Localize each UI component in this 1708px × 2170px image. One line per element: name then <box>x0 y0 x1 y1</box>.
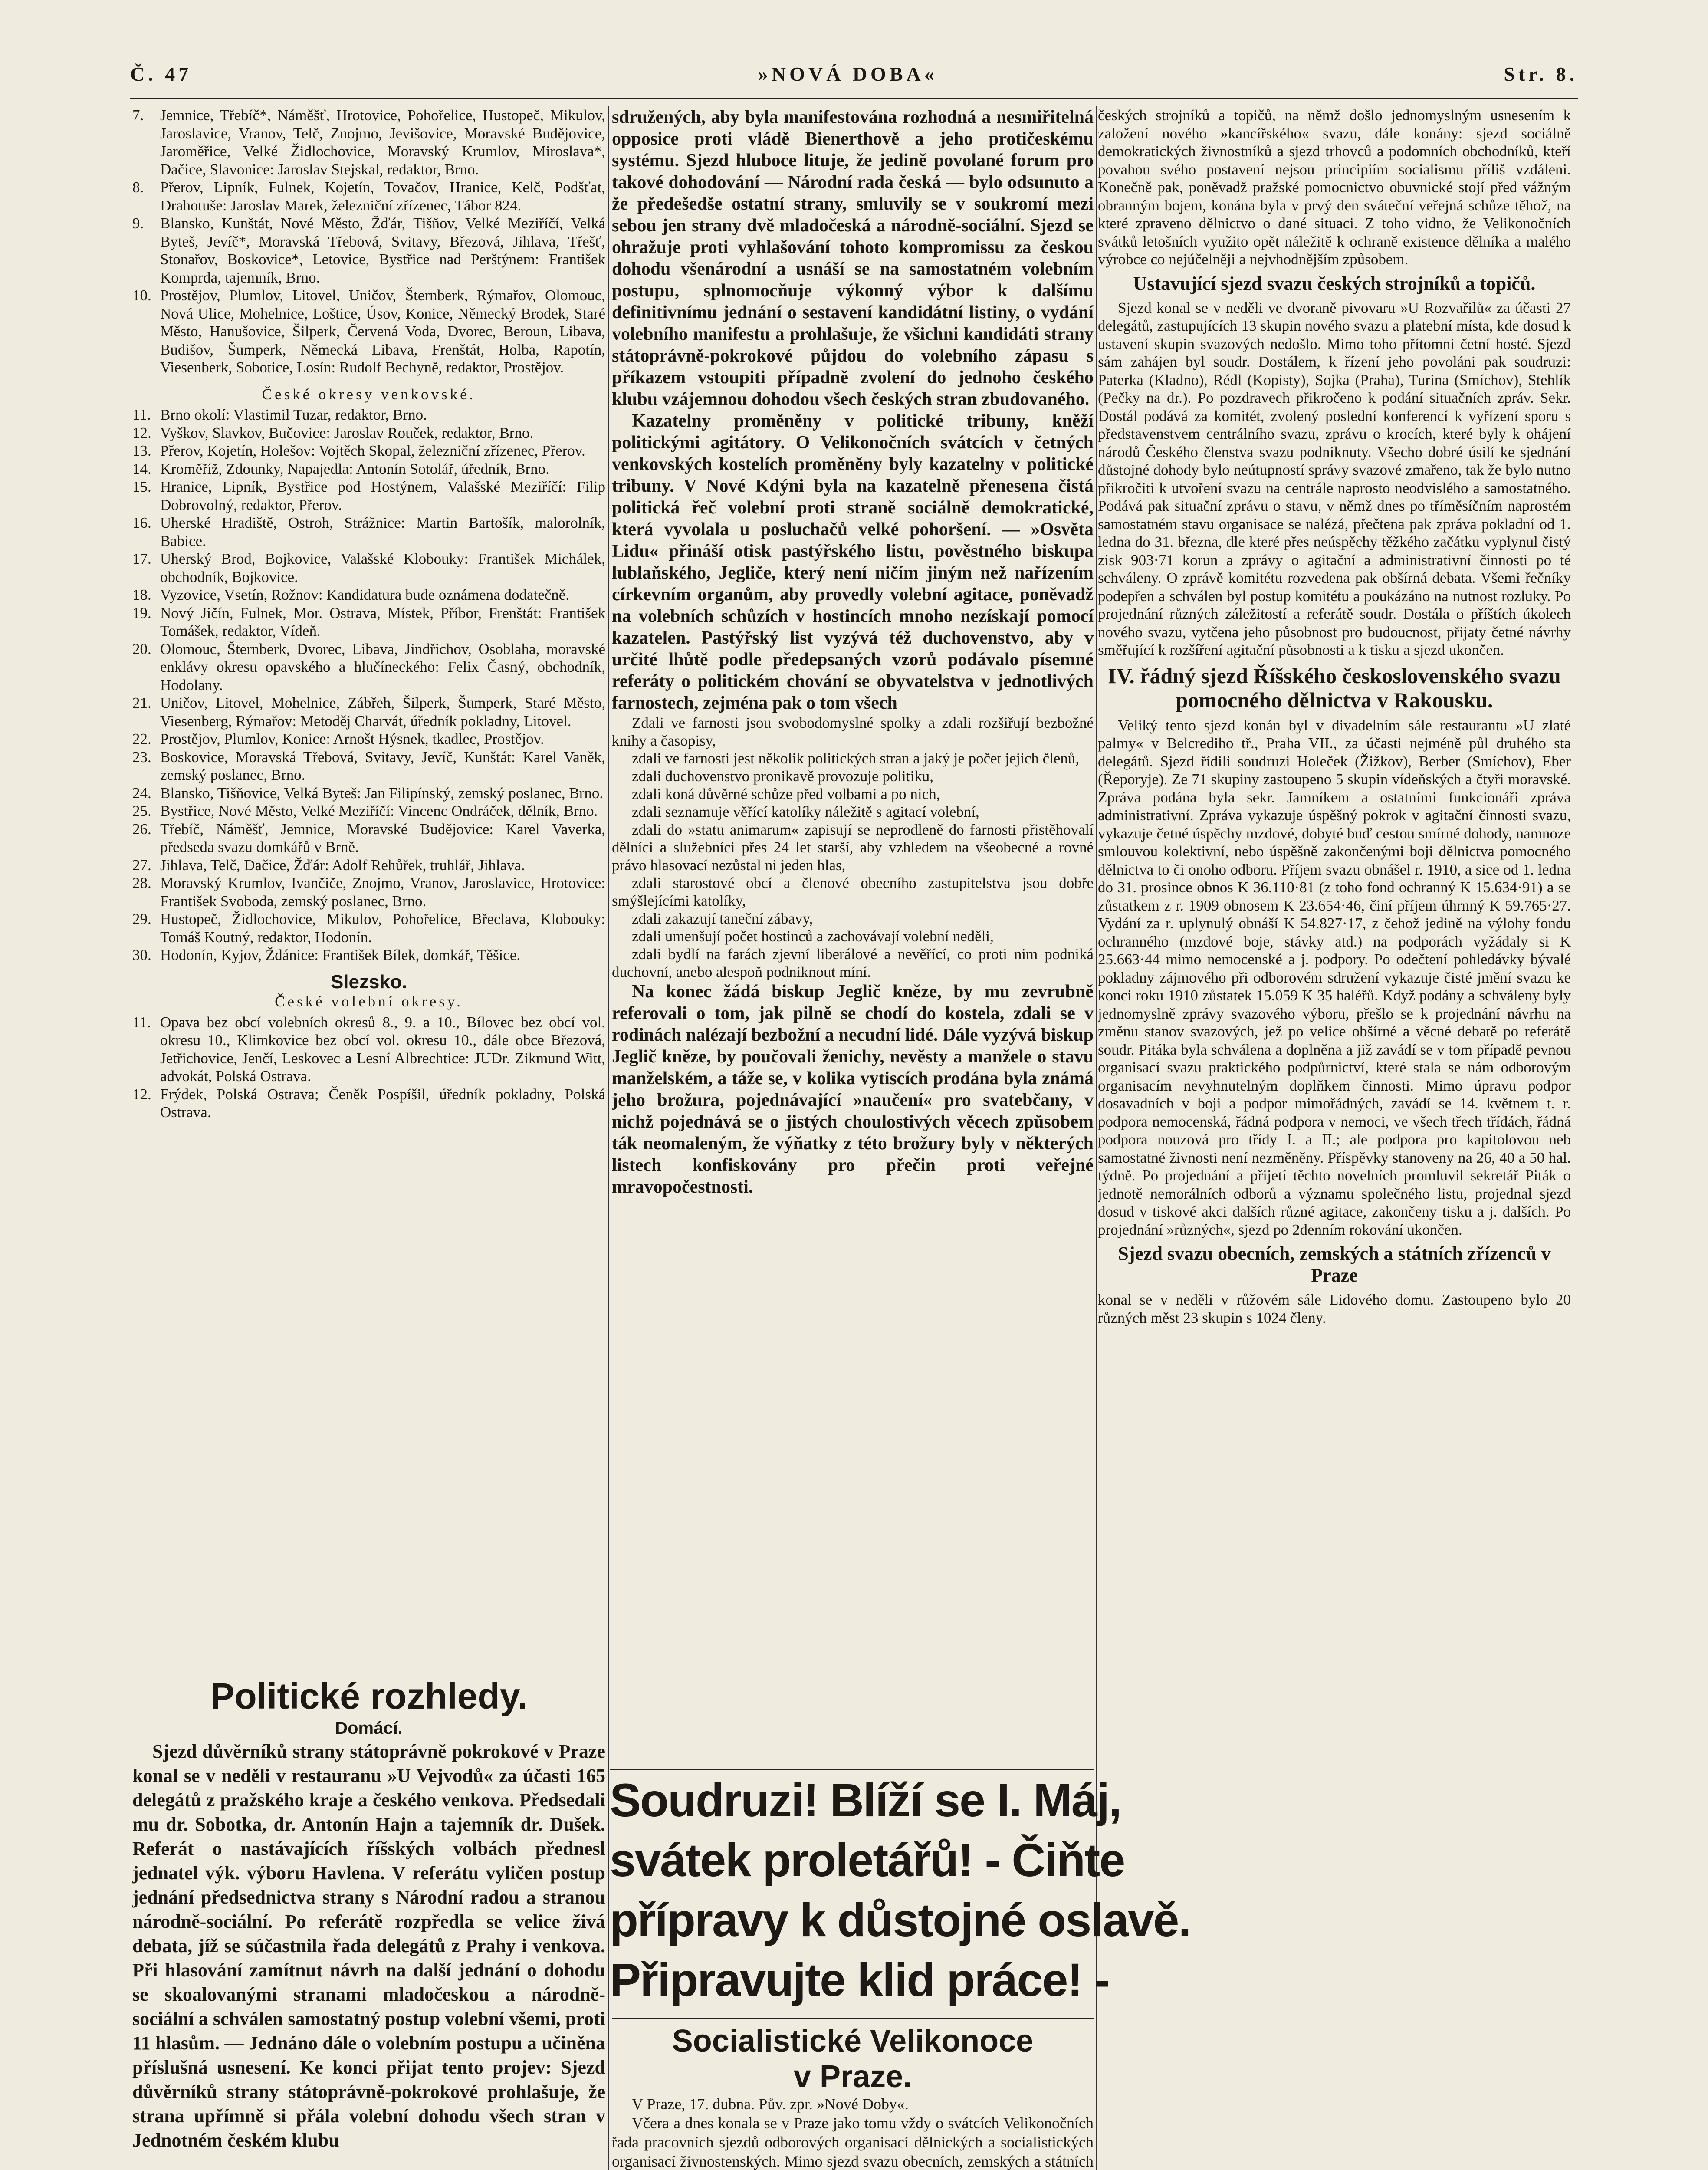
auxiliary-workers-body: Veliký tento sjezd konán byl v divadelním sále restaurantu »U zlaté palmy« v Belcrediho tř., Praha VII., za účasti nejméně půl druhého sta delegátů. Sjezd řídili soudruzi Holeček (Žižkov), Berber (Smíchov), Eber (Řeporyje). Ze 71 skupiny zastoupeno 5 skupin vídeňských a čtyři moravské. Zpráva podána byla sekr. Jamníkem a ostatními funkcionáři zpráva administrativní. Zpráva vykazuje úspěšný pokrok v agitační činnosti svazu, vykazuje četné úspěchy mzdové, dobyté buď cestou smírné dohody, namnoze smlouvou kolektivní, nebo úspěšně zakončenými boji dělnictva pomocného dělnictva to či onoho odboru. Příjem svazu obnášel r. 1910, a sice od 1. ledna do 31. prosince obnos K 36.110·81 (z toho fond ochranný K 15.634·91) a se zůstatkem z r. 1909 obnosem K 23.654·46, činí příjem úhrnný K 59.765·27. Vydání za r. uplynulý obnáší K 54.827·17, z čehož jedině na výlohy fondu ochranného (mzdové boje, stávky atd.) na podporách vyžádaly si K 25.663·44 mimo nemocenské a j. podpory. Po odečtení pohledávky bývalé pokladny zájmového při odborovém sdružení vykazuje čisté jmění svazu ke konci roku 1910 zůstatek 15.059 K 35 haléřů. Když podány a schváleny byly jednomyslně zprávy svazového výboru, přešlo se k projednání návrhu na změnu stanov svazových, jež po velice obšírné a věcné debatě po referátě soudr. Pitáka byla schválena a doplněna a již zavádí se v tom případě pevnou organisací svazu praktického podpůrnictví, které stala se nám odborovým organisacím nevyhnutelným doplňkem činnosti. Mimo úpravu podpor dosavadních v boji a podpor mimořádných, zavádí se 14. květnem t. r. podpora nemocenská, řádná podpora v nemoci, ve všech třech třídách, řádná podpora nouzová pro třídy I. a II.; ale podpora pro kapitolovou neb samostatné živnosti není nezměněny. Příspěvky stanoveny na 26, 40 a 50 hal. týdně. Po projednání a přijetí těchto novelních promluvil sekretář Piták o jednotě nemorálních odborů a významu společného listu, projednal sjezd dosud v tiskové akci dalších různé agitace, zakončeny tisku a j. dalších. Po projednání »různých«, sjezd po 2denním rokování ukončen. <box>1098 717 1571 1238</box>
rural-district-text: Nový Jičín, Fulnek, Mor. Ostrava, Místek, Příbor, Frenštát: František Tomášek, redaktor, Vídeň. <box>160 604 605 639</box>
rural-district-item <box>132 586 605 604</box>
column-3 <box>1098 106 1571 2170</box>
rural-district-number: 20. <box>132 640 151 658</box>
rural-district-text: Hustopeč, Židlochovice, Mikulov, Pohořelice, Břeclava, Klobouky: Tomáš Koutný, redaktor, Hodonín. <box>160 911 605 946</box>
district-number: 9. <box>132 215 144 232</box>
rural-district-text: Vyškov, Slavkov, Bučovice: Jaroslav Rouček, redaktor, Brno. <box>160 424 534 441</box>
municipal-employees-heading: Sjezd svazu obecních, zemských a státních zřízenců v Praze <box>1118 1243 1551 1286</box>
easter-continuation: českých strojníků a topičů, na němž došlo jednomyslným usnesením k založení nového »kancířského« svazu, dále konány: sjezd sociálně demokratických živnostníků a sjezd trhovců a podomních obchodníků, kteří povahou svého postavení nejsou principiím socialismu příliš vzdáleni. Konečně pak, poněvadž pražské pomocnictvo obuvnické stojí před vážným obranným bojem, konána byla v prvý den sváteční veřejná schůze těhož, na které zpraveno dělnictvo o dané situaci. Z toho vidno, že Velikonočních svátků letošních využito opět náležitě k ochraně existence dělníka a malého výrobce co nejúčelněji a nejvhodnějším způsobem. <box>1098 107 1571 268</box>
municipal-employees-body: konal se v neděli v růžovém sále Lidového domu. Zastoupeno bylo 20 různých měst 23 skupin s 1024 členy. <box>1098 1291 1571 1326</box>
pastoral-questions-list <box>612 714 1094 981</box>
district-number: 10. <box>132 287 151 304</box>
rural-district-text: Třebíč, Náměšť, Jemnice, Moravské Budějovice: Karel Vaverka, předseda svazu domkářů v Brně. <box>160 820 605 855</box>
masthead-rule <box>130 98 1578 99</box>
rural-district-number: 15. <box>132 478 151 495</box>
silesia-district-number: 12. <box>132 1085 151 1103</box>
silesia-subheading: České volební okresy. <box>275 993 463 1010</box>
rural-district-number: 19. <box>132 604 151 621</box>
rural-district-item <box>132 910 605 946</box>
pastoral-question: zdali ve farnosti jest několik politických stran a jaký je počet jejich členů, <box>632 750 1080 767</box>
rural-district-item <box>132 874 605 910</box>
rural-district-number: 11. <box>132 406 151 423</box>
rural-district-text: Olomouc, Šternberk, Dvorec, Libava, Jindřichov, Osoblaha, moravské enklávy okresu opavského a hlučíneckého: Felix Časný, obchodník, Hodolany. <box>160 640 605 694</box>
newspaper-title: »NOVÁ DOBA« <box>758 62 938 85</box>
district-list <box>132 106 605 377</box>
pastoral-question: zdali zakazují taneční zábavy, <box>632 910 813 927</box>
rural-district-item <box>132 730 605 748</box>
rural-district-number: 21. <box>132 694 151 711</box>
rural-district-item <box>132 748 605 784</box>
rural-district-text: Uherské Hradiště, Ostroh, Strážnice: Martin Bartošík, malorolník, Babice. <box>160 514 605 549</box>
pastoral-question: zdali starostové obcí a členové obecního zastupitelstva jsou dobře smýšlejícími katolíky, <box>612 875 1094 909</box>
district-item <box>132 214 605 286</box>
rural-district-text: Prostějov, Plumlov, Konice: Arnošt Hýsnek, tkadlec, Prostějov. <box>160 730 544 747</box>
rural-district-list <box>132 406 605 964</box>
rural-district-number: 23. <box>132 748 151 766</box>
rural-district-item <box>132 406 605 424</box>
rural-district-item <box>132 424 605 442</box>
column-1 <box>132 106 605 1669</box>
rural-district-text: Hranice, Lipník, Bystřice pod Hostýnem, Valašské Meziříčí: Filip Dobrovolný, redaktor, Přerov. <box>160 478 605 513</box>
column-2 <box>612 106 1094 1769</box>
pastoral-question: zdali do »statu animarum« zapisují se neprodleně do farnosti přistěhovalí dělníci a služebníci přes 24 let starší, aby vzhledem na všeobecné a rovné právo hlasovací nezůstal ni jeden hlas, <box>612 821 1094 874</box>
rural-district-text: Uherský Brod, Bojkovice, Valašské Klobouky: František Michálek, obchodník, Bojkovice. <box>160 550 605 585</box>
rural-district-item <box>132 478 605 514</box>
district-item <box>132 106 605 178</box>
rural-district-text: Blansko, Tišňovice, Velká Byteš: Jan Filipínský, zemský poslanec, Brno. <box>160 784 604 802</box>
rural-district-item <box>132 802 605 820</box>
may-day-line: svátek proletářů! - Čiňte <box>610 1834 1125 1886</box>
rural-district-number: 17. <box>132 550 151 567</box>
rural-districts-heading: České okresy venkovské. <box>262 385 476 403</box>
rural-district-text: Hodonín, Kyjov, Ždánice: František Bílek, domkář, Těšice. <box>160 947 521 963</box>
easter-dateline: V Praze, 17. dubna. Pův. zpr. »Nové Doby«. <box>632 2095 909 2113</box>
rural-district-number: 22. <box>132 730 151 747</box>
rural-district-item <box>132 550 605 586</box>
rural-district-item <box>132 514 605 550</box>
pastoral-question: zdali seznamuje věřící katolíky náležitě s agitací volební, <box>632 803 979 820</box>
rural-district-item <box>132 694 605 730</box>
rural-district-number: 18. <box>132 586 151 603</box>
rural-district-item <box>132 460 605 478</box>
silesia-district-item <box>132 1085 605 1121</box>
politics-heading: Politické rozhledy. <box>210 1676 528 1716</box>
pastoral-question: zdali duchovenstvo pronikavě provozuje politiku, <box>632 768 933 785</box>
district-number: 8. <box>132 179 144 196</box>
silesia-district-text: Opava bez obcí volebních okresů 8., 9. a 10., Bílovec bez obcí vol. okresu 10., Klimkovice bez obcí vol. okresu 10., dále obce Březová, Jetřichovice, Jenčí, Leskovec a Lesní Albrechtice: JUDr. Zikmund Witt, advokát, Polská Ostrava. <box>160 1013 605 1085</box>
rural-district-number: 13. <box>132 442 151 459</box>
easter-rule <box>612 2018 1094 2019</box>
easter-heading-2: v Praze. <box>793 2059 912 2094</box>
silesia-heading: Slezsko. <box>330 971 407 993</box>
may-day-line: Soudruzi! Blíží se I. Máj, <box>610 1774 1121 1826</box>
district-text: Jemnice, Třebíč*, Náměšť, Hrotovice, Pohořelice, Hustopeč, Mikulov, Jaroslavice, Vranov, Telč, Znojmo, Jevišovice, Moravské Budějovice, Jaroměřice, Velké Židlochovice, Moravský Krumlov, Miroslava*, Dačice, Slavonice: Jaroslav Stejskal, redaktor, Brno. <box>160 107 605 178</box>
rural-district-text: Jihlava, Telč, Dačice, Žďár: Adolf Rehůřek, truhlář, Jihlava. <box>160 856 525 874</box>
rural-district-number: 12. <box>132 424 151 441</box>
rural-district-text: Boskovice, Moravská Třebová, Svitavy, Jevíč, Kunštát: Karel Vaněk, zemský poslanec, Brno. <box>160 748 605 783</box>
rural-district-item <box>132 640 605 694</box>
district-number: 7. <box>132 107 144 124</box>
manifesto-continuation: sdružených, aby byla manifestována rozhodná a nesmiřitelná opposice proti vládě Bienerthově a jeho protičeskému systému. Sjezd hluboce lituje, že jedině povolané forum pro takové dohodování — Národní rada česká — bylo odsunuto a že předešedše ostatní strany, smluvily se v soukromí mezi sebou jen strany dvě mladočeská a národně-sociální. Sjezd se ohražuje proti vyhlašování tohoto kompromissu za českou dohodu všenárodní a usnáší se na samostatném volebním postupu, splnomocňuje výkonný výbor k dalšímu definitivnímu jednání o sestavení kandidátní listiny, o vydání volebního manifestu a prohlašuje, že všichni kandidáti strany státoprávně-pokrokové půjdou do volebního zápasu s příkazem vstoupiti případně zvolení do jednoho českého klubu vzájemnou dohodou všech českých stran zbudovaného. <box>612 107 1094 409</box>
rural-district-number: 30. <box>132 947 151 963</box>
stokers-congress-body: Sjezd konal se v neděli ve dvoraně pivovaru »U Rozvařilů« za účasti 27 delegátů, zastupujících 13 skupin nového svazu a platební místa, kde dosud k ustavení skupin svazových nedošlo. Mimo toho přítomni četní hosté. Sjezd sám zahájen byl soudr. Dostálem, k řízení jeho povoláni pak soudruzi: Paterka (Kladno), Rédl (Kopisty), Sojka (Praha), Turina (Smíchov), Stehlík (Pečky na dr.). Po pozdravech přikročeno k podání situačních zpráv. Sekr. Dostál podává za komitét, zvolený poslední konferencí k vyřízení sporu s představenstvem centrálního svazu, zprávu o krocích, které byly k ohájení národů Českého členstva svazu podniknuty. Všecho dobré úsilí ke sjednání důstojné dohody bylo neútupností správy svazové zmařeno, tak že bylo nutno přikročiti k utvoření svazu na centrále naprosto neodvislého a samostatného. Podává pak situační zprávu o stavu, v němž dnes po tříměsíčním naprostém samostatném stavu organisace se nalézá, přečtena pak zpráva pokladní od 1. ledna do 31. března, dle které přes neúspěchy těžkého začátku vyplynul čistý zisk 903·71 korun a zprávy o agitační a administrativní činnosti po té schváleny. O zprávě komitétu rozvedena pak obšírná debata. Všemi řečníky podepřen a schválen byl postup komitétu a poukázáno na nutnost rozluky. Po projednání různých záležitostí a referátě soudr. Dostála o příštích úkolech nového svazu, vytčena jeho působnost pro budoucnost, přijaty četné návrhy směřující k rozšíření agitační působnosti a k tisku a sjezd ukončen. <box>1098 299 1571 658</box>
masthead <box>130 56 1578 91</box>
issue-number: Č. 47 <box>130 62 192 85</box>
rural-district-number: 24. <box>132 784 151 802</box>
jeglic-article: Na konec žádá biskup Jeglič kněze, by mu zevrubně referovali o tom, jak pilně se chodí do kostela, zdali se v rodinách nalézají bezbožní a necudní lidé. Dále vyzývá biskup Jeglič kněze, by poučovali ženichy, nevěsty a manžele o stavu manželském, a táže se, v kolika vytiscích prodána byla známá jeho brožura, pojednávající »naučení« pro svatebčany, v nichž pojednává se o jistých choulostivých věcech zpŭsobem ták neomaleným, že výňatky z této brožury byly v některých listech konfiskovány pro přečin proti veřejné mravopočestnosti. <box>612 982 1094 1197</box>
politics-section <box>132 1675 605 2170</box>
rural-district-number: 28. <box>132 875 151 891</box>
may-day-announcement <box>610 1769 1191 2006</box>
silesia-district-text: Frýdek, Polská Ostrava; Čeněk Pospíšil, úředník pokladny, Polská Ostrava. <box>160 1085 605 1121</box>
silesia-district-number: 11. <box>132 1013 151 1031</box>
rural-district-item <box>132 604 605 640</box>
rural-district-item <box>132 784 605 802</box>
rural-district-text: Uničov, Litovel, Mohelnice, Zábřeh, Šilperk, Šumperk, Staré Město, Viesenberg, Rýmařov: Metoděj Charvát, úředník pokladny, Litovel. <box>160 694 605 730</box>
rural-district-number: 14. <box>132 460 151 477</box>
rural-district-number: 26. <box>132 820 151 838</box>
district-text: Přerov, Lipník, Fulnek, Kojetín, Tovačov, Hranice, Kelč, Podšťat, Drahotuše: Jaroslav Marek, železniční zřízenec, Tábor 824. <box>160 179 605 214</box>
rural-district-number: 29. <box>132 911 151 927</box>
pastoral-question: zdali koná důvěrné schůze před volbami a po nich, <box>632 786 940 802</box>
rural-district-item <box>132 856 605 875</box>
page-number: Str. 8. <box>1504 62 1578 85</box>
politics-article: Sjezd důvěrníků strany státoprávně pokrokové v Praze konal se v neděli v restauranu »U Vejvodů« za účasti 165 delegátů z pražského kraje a českého venkova. Předsedali mu dr. Sobotka, dr. Antonín Hajn a tajemník dr. Dušek. Referát o nastávajících říšských volbách přednesl jednatel výk. výboru Havlena. V referátu vyličen postup jednání předsednictva strany s Národní radou a stranou národně-sociální. Po referátě rozpředla se velice živá debata, jíž se súčastnila řada delegátů z Prahy i venkova. Při hlasování zamítnut návrh na další jednání o dohodu se skoalovanými stranami mladočeskou a národně-sociální a schválen samostatný postup volební všemi, proti 11 hlasům. — Jednáno dále o volebním postupu a učiněna příslušná usnesení. Ke konci přijat tento projev: Sjezd důvěrníků strany státoprávně-pokrokové prohlašuje, že strana upřímně si přála volební dohodu všech stran v Jednotném českém klubu <box>132 1741 605 2151</box>
easter-heading-1: Socialistické Velikonoce <box>672 2024 1034 2058</box>
pastoral-question: Zdali ve farnosti jsou svobodomyslné spolky a zdali rozšiřují bezbožné knihy a časopisy, <box>612 714 1094 749</box>
rural-district-number: 16. <box>132 514 151 531</box>
silesia-district-list <box>132 1013 605 1121</box>
rural-district-number: 27. <box>132 856 151 874</box>
easter-article <box>612 2014 1094 2170</box>
pulpit-article: Kazatelny proměněny v politické tribuny, kněží politickými agitátory. O Velikonočních svátcích v četných venkovských kostelích proměněny byly kazatelny v politické tribuny. V Nové Kdýni byla na kazatelně přenesena čistá politická řeč volební proti straně sociálně demokratické, která vyvolala u posluchačů velké pohoršení. — »Osvěta Lidu« přináší otisk pastýřského listu, pověstného biskupa lublaňského, Jegliče, který není ničím jiným než nařízením církevním organům, aby provedly volební agitace, poněvadž na volebních schůzích v hostincích mnoho nezískají pomocí kazatelen. Pastýřský list vyzývá též duchovenstvo, aby v určité lhůtě podle předepsaných vzorů podávalo písemné referáty o politickém chování se obyvatelstva v jednotlivých farnostech, zejména pak o tom všech <box>612 411 1094 713</box>
rural-district-item <box>132 820 605 856</box>
rural-district-text: Moravský Krumlov, Ivančiče, Znojmo, Vranov, Jaroslavice, Hrotovice: František Svoboda, zemský poslanec, Brno. <box>160 875 605 910</box>
column-divider-1 <box>608 106 609 2170</box>
pastoral-question: zdali bydlí na farách zjevní liberálové a nevěřící, co proti nim podniká duchovní, anebo alespoň podniknout míní. <box>612 946 1094 980</box>
silesia-district-item <box>132 1013 605 1085</box>
rural-district-number: 25. <box>132 802 151 819</box>
district-text: Blansko, Kunštát, Nové Město, Žďár, Tišňov, Velké Meziříčí, Velká Byteš, Jevíč*, Moravská Třebová, Svitavy, Březová, Jihlava, Třešť, Stonařov, Boskovice*, Letovice, Bystřice nad Perštýnem: František Komprda, tajemník, Brno. <box>160 215 605 286</box>
district-item <box>132 286 605 377</box>
rural-district-text: Přerov, Kojetín, Holešov: Vojtěch Skopal, železniční zřízenec, Přerov. <box>160 442 585 459</box>
district-text: Prostějov, Plumlov, Litovel, Uničov, Šternberk, Rýmařov, Olomouc, Nová Ulice, Mohelnice, Loštice, Úsov, Konice, Německý Brodek, Staré Město, Hanušovice, Šilperk, Červená Voda, Dvorec, Beroun, Libava, Budišov, Šumperk, Německá Libava, Frenštát, Holba, Rapotín, Viesenberk, Sobotice, Losín: Rudolf Bechyně, redaktor, Prostějov. <box>160 287 605 376</box>
rural-district-text: Brno okolí: Vlastimil Tuzar, redaktor, Brno. <box>160 406 427 423</box>
auxiliary-workers-heading: IV. řádný sjezd Říšského československého svazu pomocného dělnictva v Rakousku. <box>1108 663 1561 712</box>
rural-district-text: Bystřice, Nové Město, Velké Meziříčí: Vincenc Ondráček, dělník, Brno. <box>160 802 598 819</box>
rural-district-item <box>132 946 605 964</box>
may-day-line: Připravujte klid práce! - <box>610 1953 1109 2006</box>
easter-body: Včera a dnes konala se v Praze jako tomu vždy o svátcích Velikonočních řada pracovních sjezdů odborových organisací dělnických a socialistických organisací živnostenských. Mimo sjezd svazu obecních, zemských a státních <box>612 2114 1094 2170</box>
pastoral-question: zdali umenšují počet hostinců a zachovávají volební neděli, <box>632 928 994 945</box>
politics-subheading: Domácí. <box>335 1719 403 1738</box>
rural-district-item <box>132 442 605 460</box>
may-day-line: přípravy k důstojné oslavě. <box>610 1894 1191 1946</box>
rural-district-text: Kroměříž, Zdounky, Napajedla: Antonín Sotolář, úředník, Brno. <box>160 460 549 477</box>
stokers-congress-heading: Ustavující sjezd svazu českých strojníků a topičů. <box>1133 273 1536 294</box>
rural-district-text: Vyzovice, Vsetín, Rožnov: Kandidatura bude oznámena dodatečně. <box>160 586 570 603</box>
district-item <box>132 178 605 214</box>
